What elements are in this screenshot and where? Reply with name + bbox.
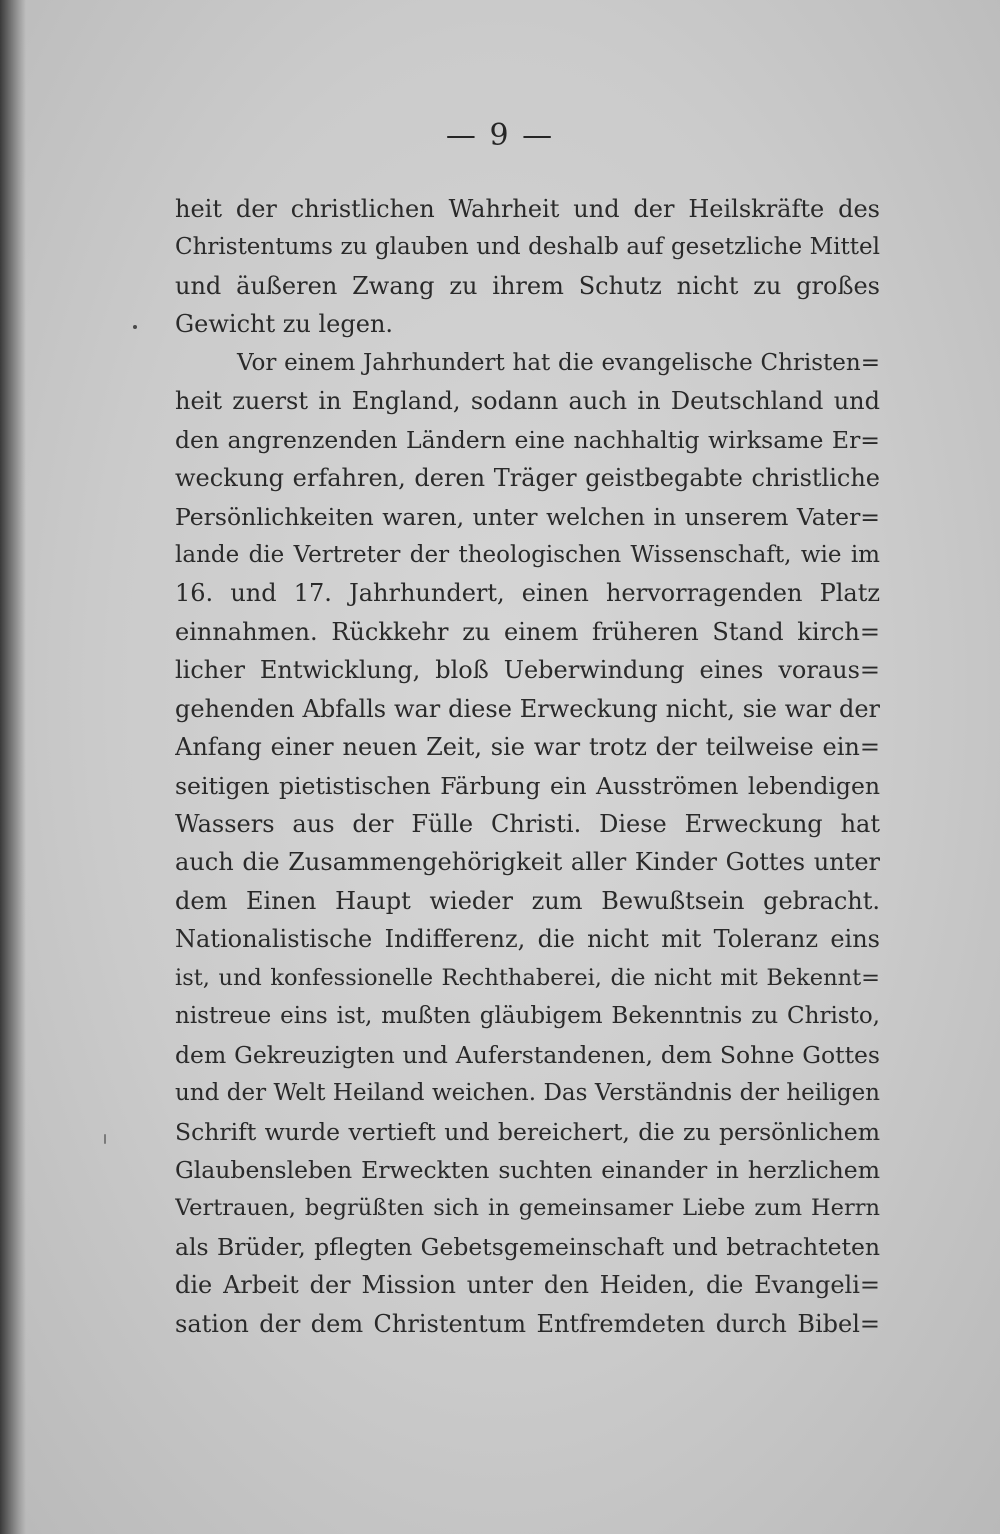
- page-number: — 9 —: [445, 118, 555, 153]
- text-line: einnahmen. Rückkehr zu einem früheren Stand kirch=: [175, 617, 880, 646]
- text-line: Nationalistische Indifferenz, die nicht mit Toleranz eins: [175, 925, 880, 954]
- text-line: nistreue eins ist, mußten gläubigem Bekenntnis zu Christo,: [175, 1003, 880, 1030]
- book-spine-shadow: [0, 0, 26, 1534]
- text-line: und der Welt Heiland weichen. Das Verständnis der heiligen: [175, 1080, 880, 1107]
- text-line: heit zuerst in England, sodann auch in Deutschland und: [175, 387, 880, 416]
- text-line: Christentums zu glauben und deshalb auf gesetzliche Mittel: [175, 234, 880, 261]
- text-line: 16. und 17. Jahrhundert, einen hervorragenden Platz: [175, 579, 880, 608]
- text-line: Vor einem Jahrhundert hat die evangelische Christen=: [237, 349, 880, 376]
- text-line: dem Einen Haupt wieder zum Bewußtsein gebracht.: [175, 886, 880, 915]
- text-line: und äußeren Zwang zu ihrem Schutz nicht zu großes: [175, 271, 880, 300]
- text-line: Wassers aus der Fülle Christi. Diese Erweckung hat: [175, 810, 880, 838]
- text-line: ist, und konfessionelle Rechthaberei, die nicht mit Bekennt=: [175, 964, 880, 991]
- text-line: licher Entwicklung, bloß Ueberwindung eines voraus=: [175, 656, 880, 685]
- text-line: dem Gekreuzigten und Auferstandenen, dem Sohne Gottes: [175, 1040, 880, 1069]
- text-line: Vertrauen, begrüßten sich in gemeinsamer Liebe zum Herrn: [175, 1195, 880, 1222]
- text-line: die Arbeit der Mission unter den Heiden, die Evangeli=: [175, 1271, 880, 1300]
- print-speck: [104, 1134, 106, 1144]
- text-line: den angrenzenden Ländern eine nachhaltig wirksame Er=: [175, 425, 880, 454]
- text-line: sation der dem Christentum Entfremdeten durch Bibel=: [175, 1309, 880, 1338]
- text-line: heit der christlichen Wahrheit und der Heilskräfte des: [175, 195, 880, 223]
- text-line: Persönlichkeiten waren, unter welchen in unserem Vater=: [175, 502, 880, 531]
- text-line: gehenden Abfalls war diese Erweckung nicht, sie war der: [175, 694, 880, 723]
- text-line: auch die Zusammengehörigkeit aller Kinder Gottes unter: [175, 848, 880, 877]
- text-line: lande die Vertreter der theologischen Wissenschaft, wie im: [175, 541, 880, 568]
- body-text: [175, 190, 880, 1343]
- text-line: Anfang einer neuen Zeit, sie war trotz der teilweise ein=: [175, 733, 880, 762]
- text-line: als Brüder, pflegten Gebetsgemeinschaft und betrachteten: [175, 1232, 880, 1261]
- print-speck: [133, 325, 137, 329]
- text-line: Glaubensleben Erweckten suchten einander in herzlichem: [175, 1155, 880, 1184]
- text-line: Schrift wurde vertieft und bereichert, die zu persönlichem: [175, 1117, 880, 1146]
- text-line: seitigen pietistischen Färbung ein Ausströmen lebendigen: [175, 771, 880, 800]
- text-line: Gewicht zu legen.: [175, 310, 394, 339]
- text-line: weckung erfahren, deren Träger geistbegabte christliche: [175, 464, 880, 493]
